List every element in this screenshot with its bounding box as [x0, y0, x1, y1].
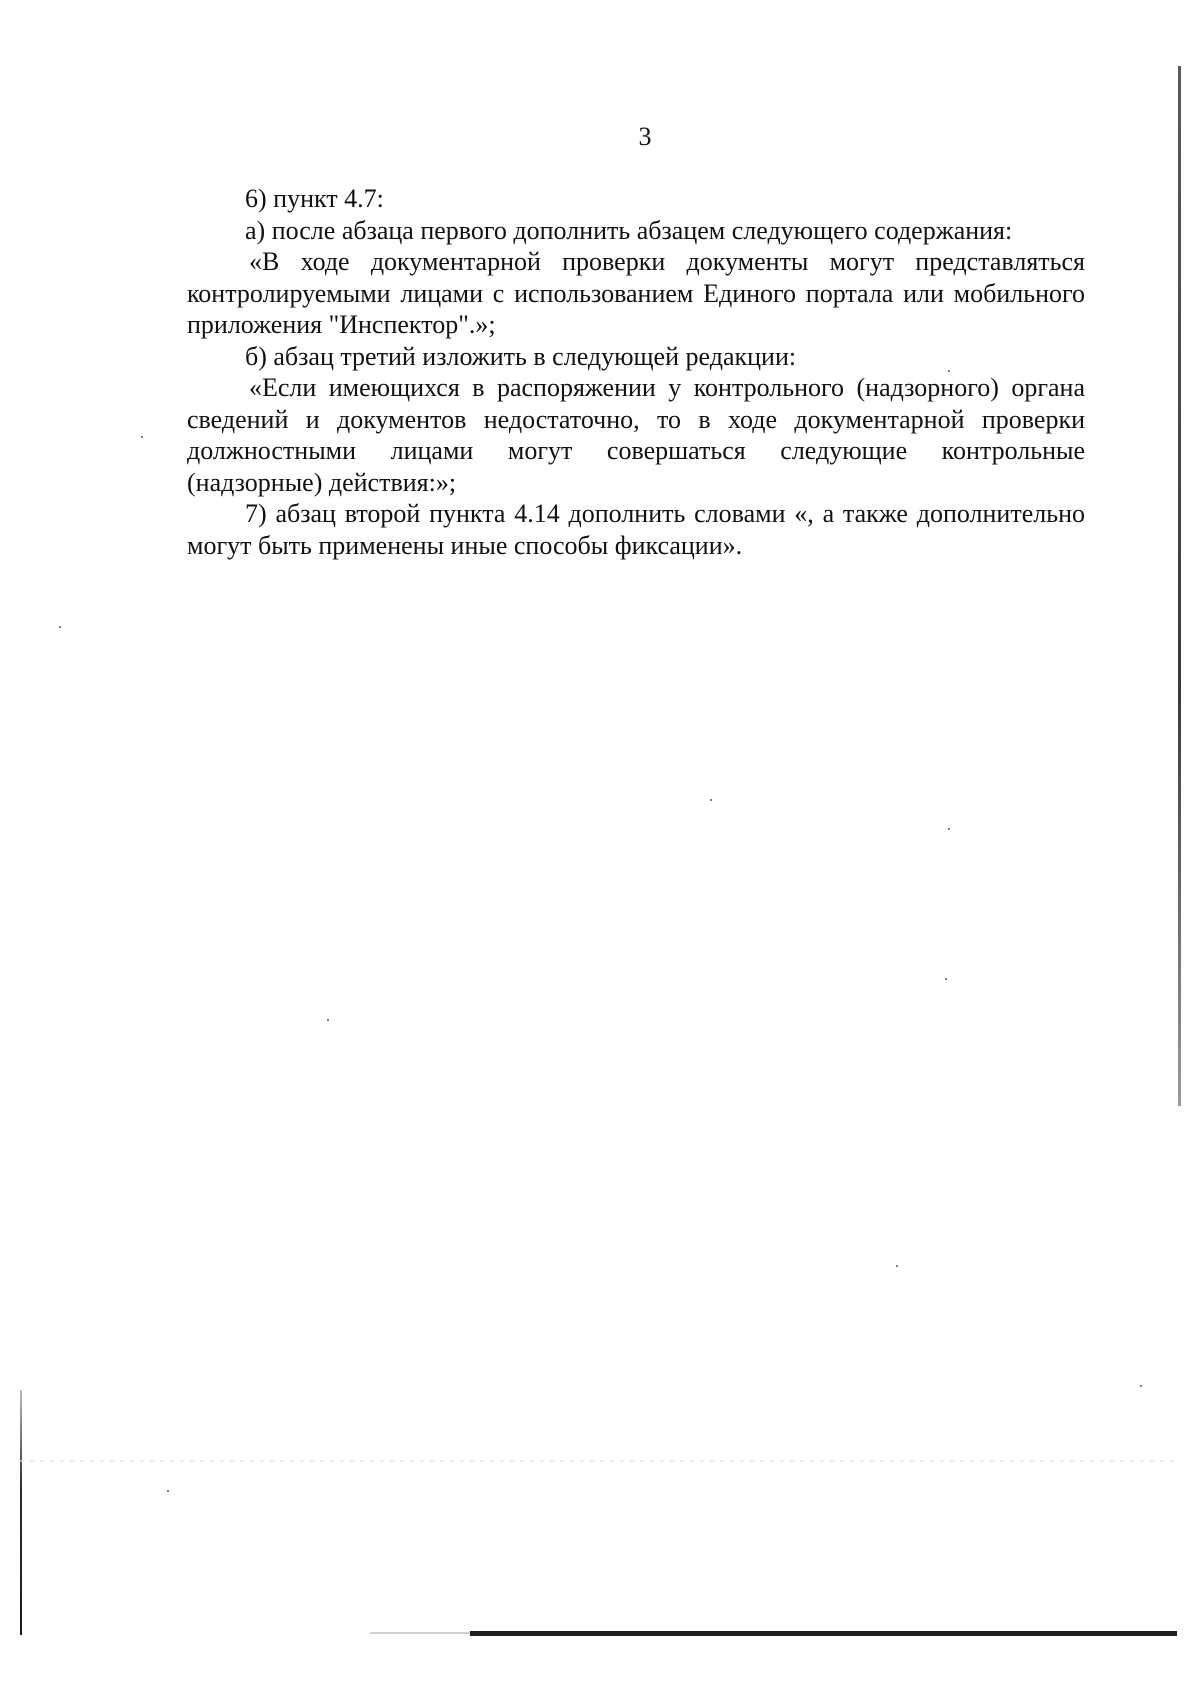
scan-edge-left — [20, 1390, 22, 1635]
scan-bottom-line — [470, 1631, 1177, 1636]
scan-bottom-faint — [370, 1632, 470, 1634]
paragraph-item-6: 6) пункт 4.7: — [245, 184, 384, 213]
scan-edge-right — [1178, 66, 1181, 1106]
paragraph-subitem-a: а) после абзаца первого дополнить абзацем следующего содержания: — [245, 215, 1013, 245]
page-number: 3 — [638, 122, 652, 151]
scan-speck — [327, 1019, 329, 1021]
scan-speck — [896, 1265, 898, 1267]
paragraph-quote-b: «Если имеющихся в распоряжении у контрольного (надзорного) органа сведений и документов недостаточно, то в ходе документарной проверки должностными лицами могут совершаться следующие контрольные (надзорные) действия:»; — [187, 373, 1085, 497]
scan-speck — [945, 978, 947, 980]
scan-speck — [948, 828, 950, 830]
paragraph-item-7: 7) абзац второй пункта 4.14 дополнить словами «, а также дополнительно могут быть применены иные способы фиксации». — [187, 499, 1085, 560]
scan-speck — [710, 799, 712, 801]
paragraph-quote-a: «В ходе документарной проверки документы могут представляться контролируемыми лицами с использованием Единого портала или мобильного приложения "Инспектор".»; — [187, 247, 1085, 339]
scan-noise-row — [20, 1460, 1180, 1462]
document-body — [187, 183, 1085, 561]
paragraph-subitem-b: б) абзац третий изложить в следующей редакции: — [245, 341, 797, 371]
scan-speck — [59, 626, 61, 628]
scan-speck — [141, 436, 143, 438]
scan-speck — [948, 370, 950, 372]
scan-speck — [1140, 1385, 1142, 1387]
scan-speck — [167, 1490, 169, 1492]
